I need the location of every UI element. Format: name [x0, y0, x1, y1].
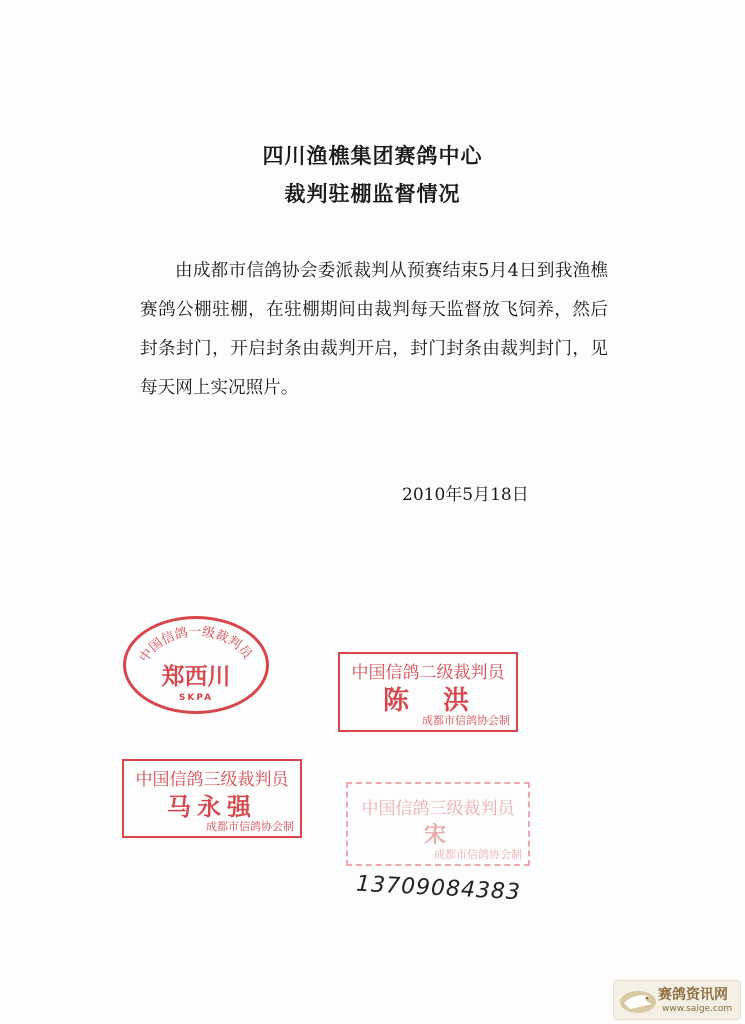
judge2-title: 中国信鸽二级裁判员: [351, 663, 505, 683]
judge-stamp-level3-a: [122, 759, 302, 838]
document-subtitle: 裁判驻棚监督情况: [284, 182, 461, 206]
judge3b-org: 成都市信鸽协会制: [434, 848, 522, 861]
watermark-site-url: www.saige.com: [662, 1004, 733, 1014]
oval-seal-arc-text: 中国信鸽一级裁判员: [136, 624, 255, 666]
oval-seal-name: 郑西川: [161, 664, 231, 690]
oval-seal-code: SKPA: [178, 693, 214, 703]
judge2-name: 陈 洪: [382, 686, 473, 716]
document-title: 四川渔樵集团赛鸽中心: [262, 144, 483, 168]
judge3b-name: 宋: [423, 823, 480, 848]
document-body: 由成都市信鸽协会委派裁判从预赛结束5月4日到我渔樵赛鸽公棚驻棚，在驻棚期间由裁判每天监督放飞饲养，然后封条封门，开启封条由裁判开启，封门封条由裁判封门，见每天网上实况照片。: [140, 261, 608, 398]
judge2-org: 成都市信鸽协会制: [422, 714, 510, 727]
judge3a-title: 中国信鸽三级裁判员: [135, 770, 289, 790]
oval-judge-seal: [123, 616, 269, 714]
judge-stamp-level2: [338, 652, 518, 732]
judge3a-org: 成都市信鸽协会制: [206, 820, 294, 833]
oval-seal-svg: [123, 616, 269, 714]
pigeon-logo-icon: [618, 987, 658, 1015]
watermark-site-name: 赛鸽资讯网: [658, 987, 728, 1003]
document-date: 2010年5月18日: [402, 485, 529, 505]
judge-stamp-level3-b: [346, 782, 530, 866]
site-watermark: [613, 980, 741, 1020]
handwritten-phone-number: 13709084383: [355, 871, 522, 906]
judge3a-name: 马永强: [167, 793, 257, 821]
judge3b-title: 中国信鸽三级裁判员: [361, 799, 515, 819]
